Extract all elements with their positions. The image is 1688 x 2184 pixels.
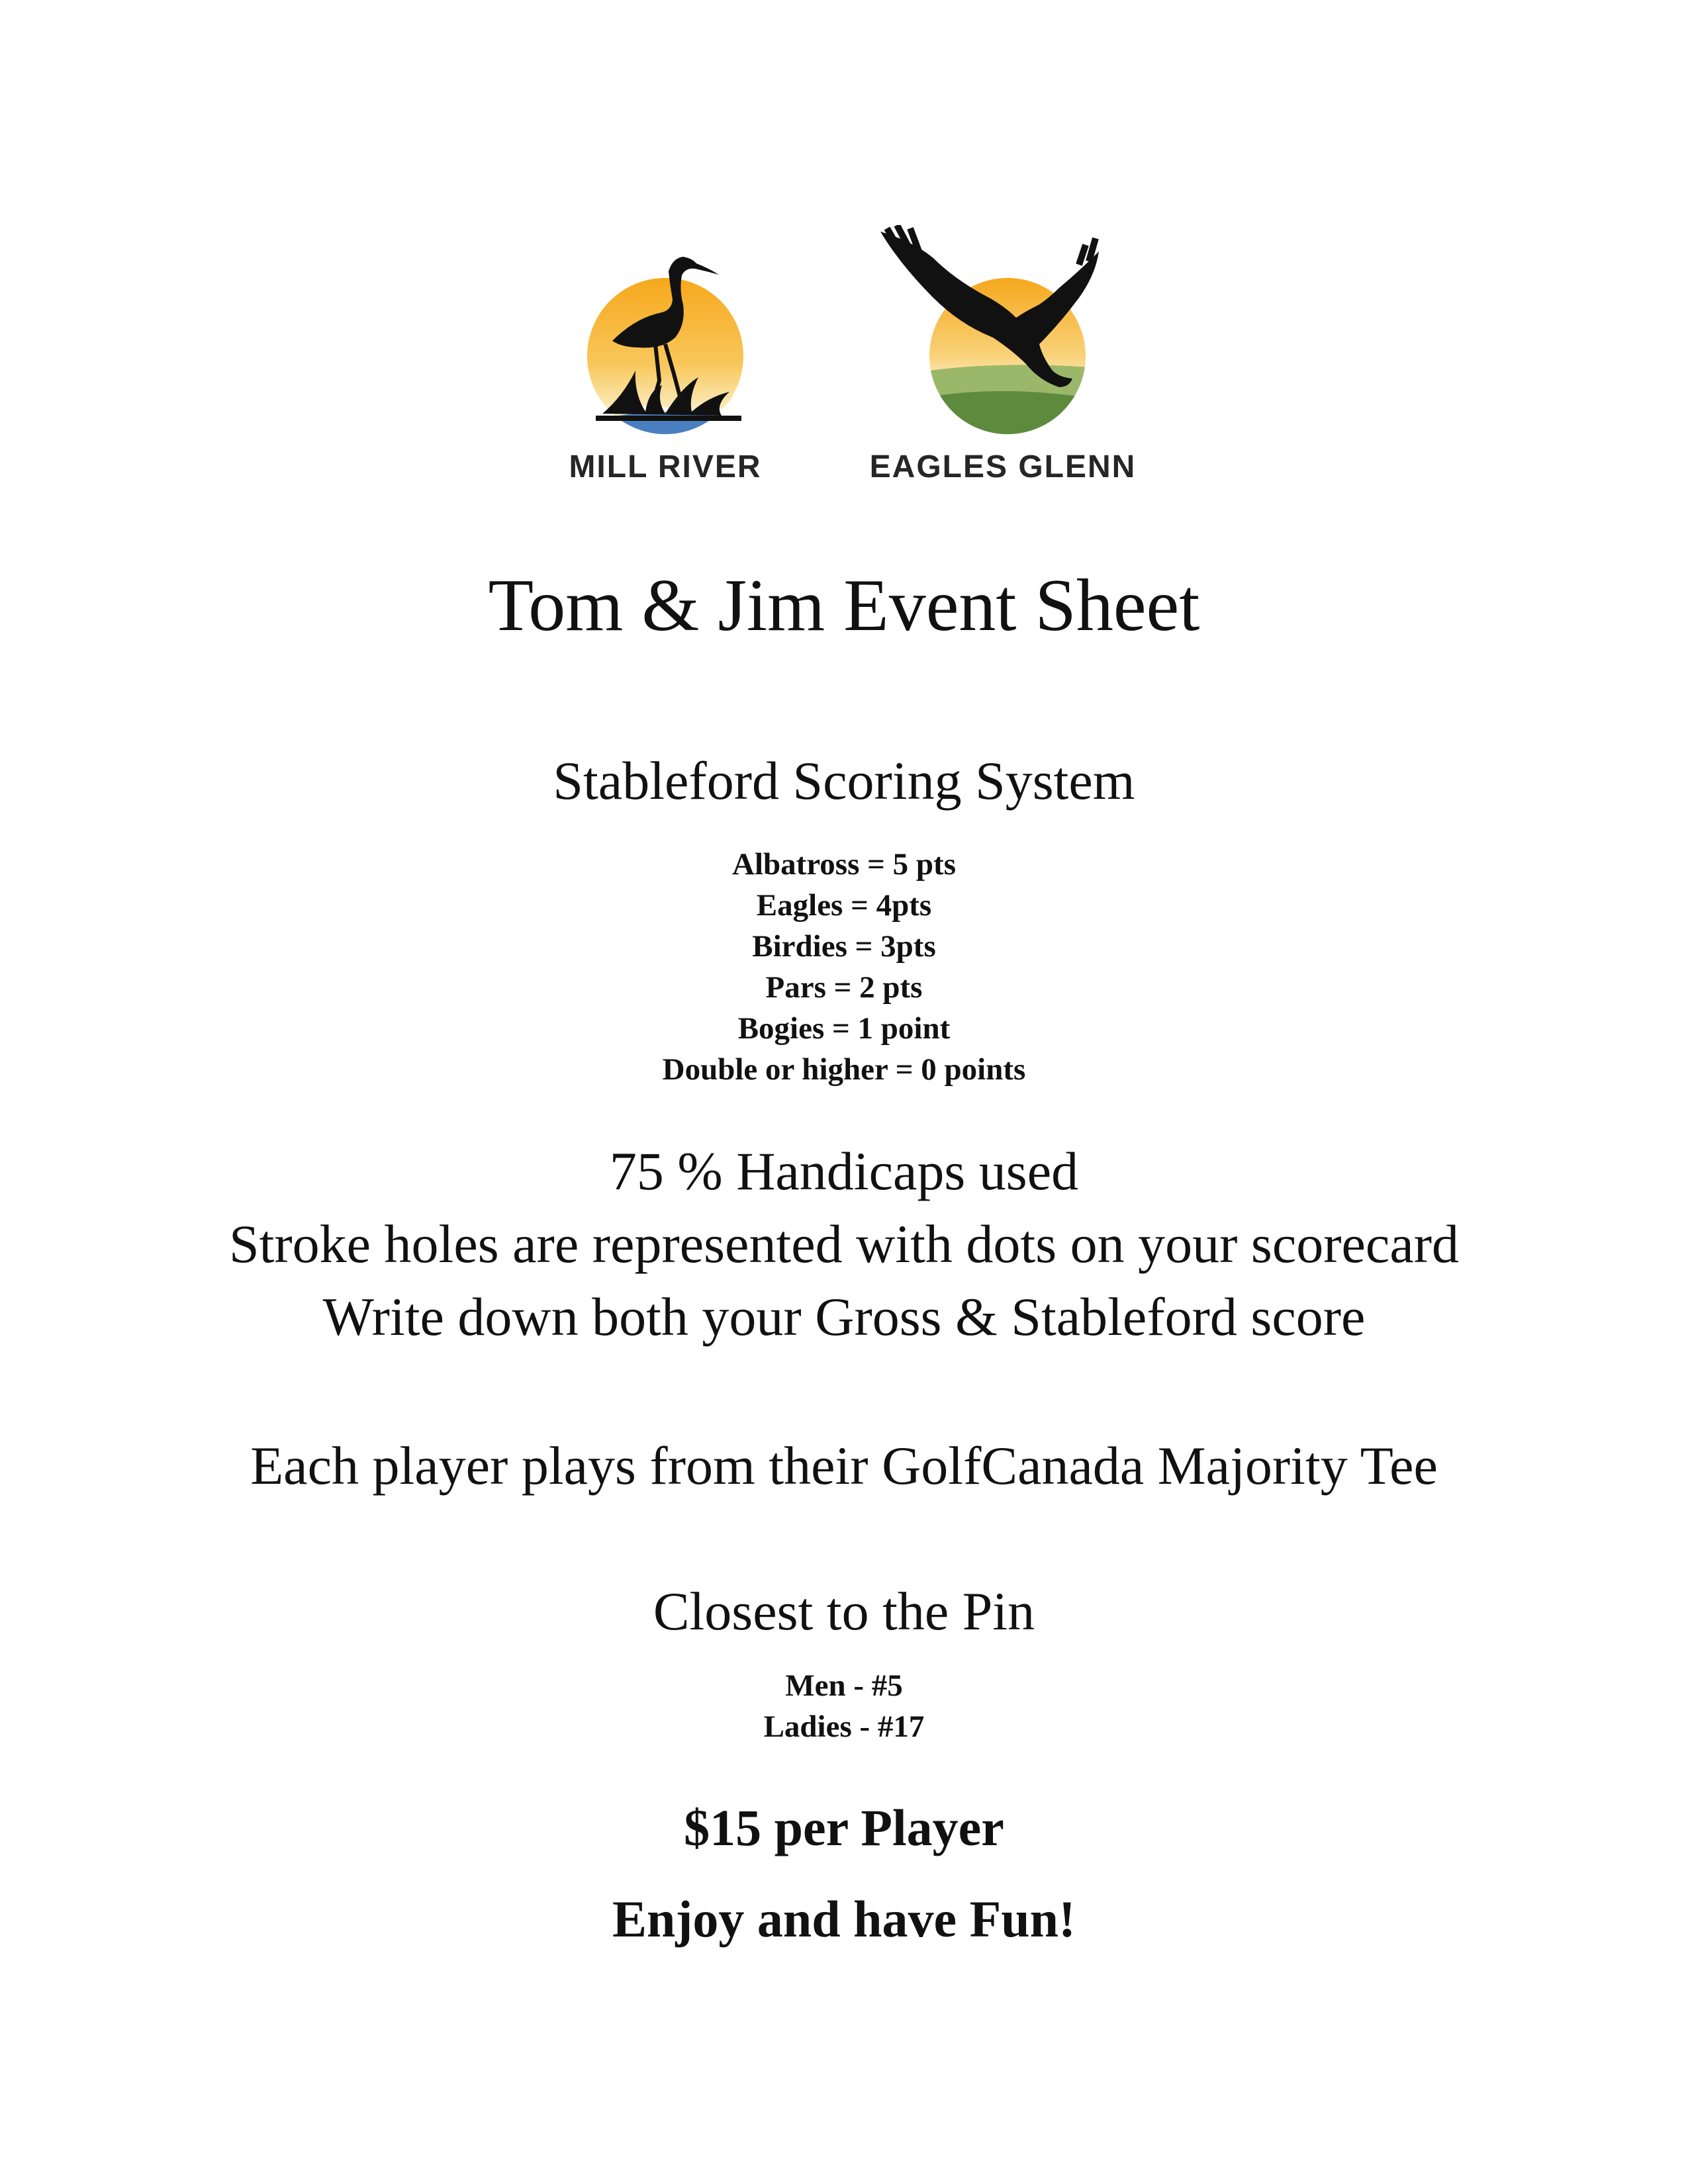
mill-river-label: MILL RIVER [569, 449, 762, 484]
stroke-holes-text: Stroke holes are represented with dots on your scorecard [228, 1214, 1460, 1274]
scoring-item-eagles: Eagles = 4pts [756, 888, 932, 923]
heron-silhouette-icon [556, 238, 774, 437]
closest-men: Men - #5 [785, 1668, 903, 1703]
write-down-text: Write down both your Gross & Stableford score [322, 1287, 1366, 1347]
stableford-heading: Stableford Scoring System [553, 751, 1135, 811]
scoring-item-double: Double or higher = 0 points [662, 1052, 1026, 1087]
closest-heading: Closest to the Pin [653, 1581, 1035, 1641]
tee-text: Each player plays from their GolfCanada Majority Tee [250, 1435, 1438, 1496]
price-text: $15 per Player [684, 1799, 1004, 1856]
scoring-item-birdies: Birdies = 3pts [752, 929, 936, 964]
closing-text: Enjoy and have Fun! [612, 1890, 1076, 1948]
eagles-glenn-logo [861, 225, 1145, 483]
scoring-item-albatross: Albatross = 5 pts [732, 847, 956, 882]
closest-ladies: Ladies - #17 [763, 1709, 925, 1744]
mill-river-logo [556, 238, 774, 483]
eagles-glenn-label: EAGLES GLENN [869, 449, 1137, 484]
scoring-item-pars: Pars = 2 pts [765, 970, 923, 1005]
eagle-silhouette-icon [861, 225, 1145, 437]
page-title: Tom & Jim Event Sheet [488, 565, 1200, 647]
scoring-item-bogies: Bogies = 1 point [737, 1011, 951, 1046]
handicap-text: 75 % Handicaps used [609, 1141, 1079, 1201]
